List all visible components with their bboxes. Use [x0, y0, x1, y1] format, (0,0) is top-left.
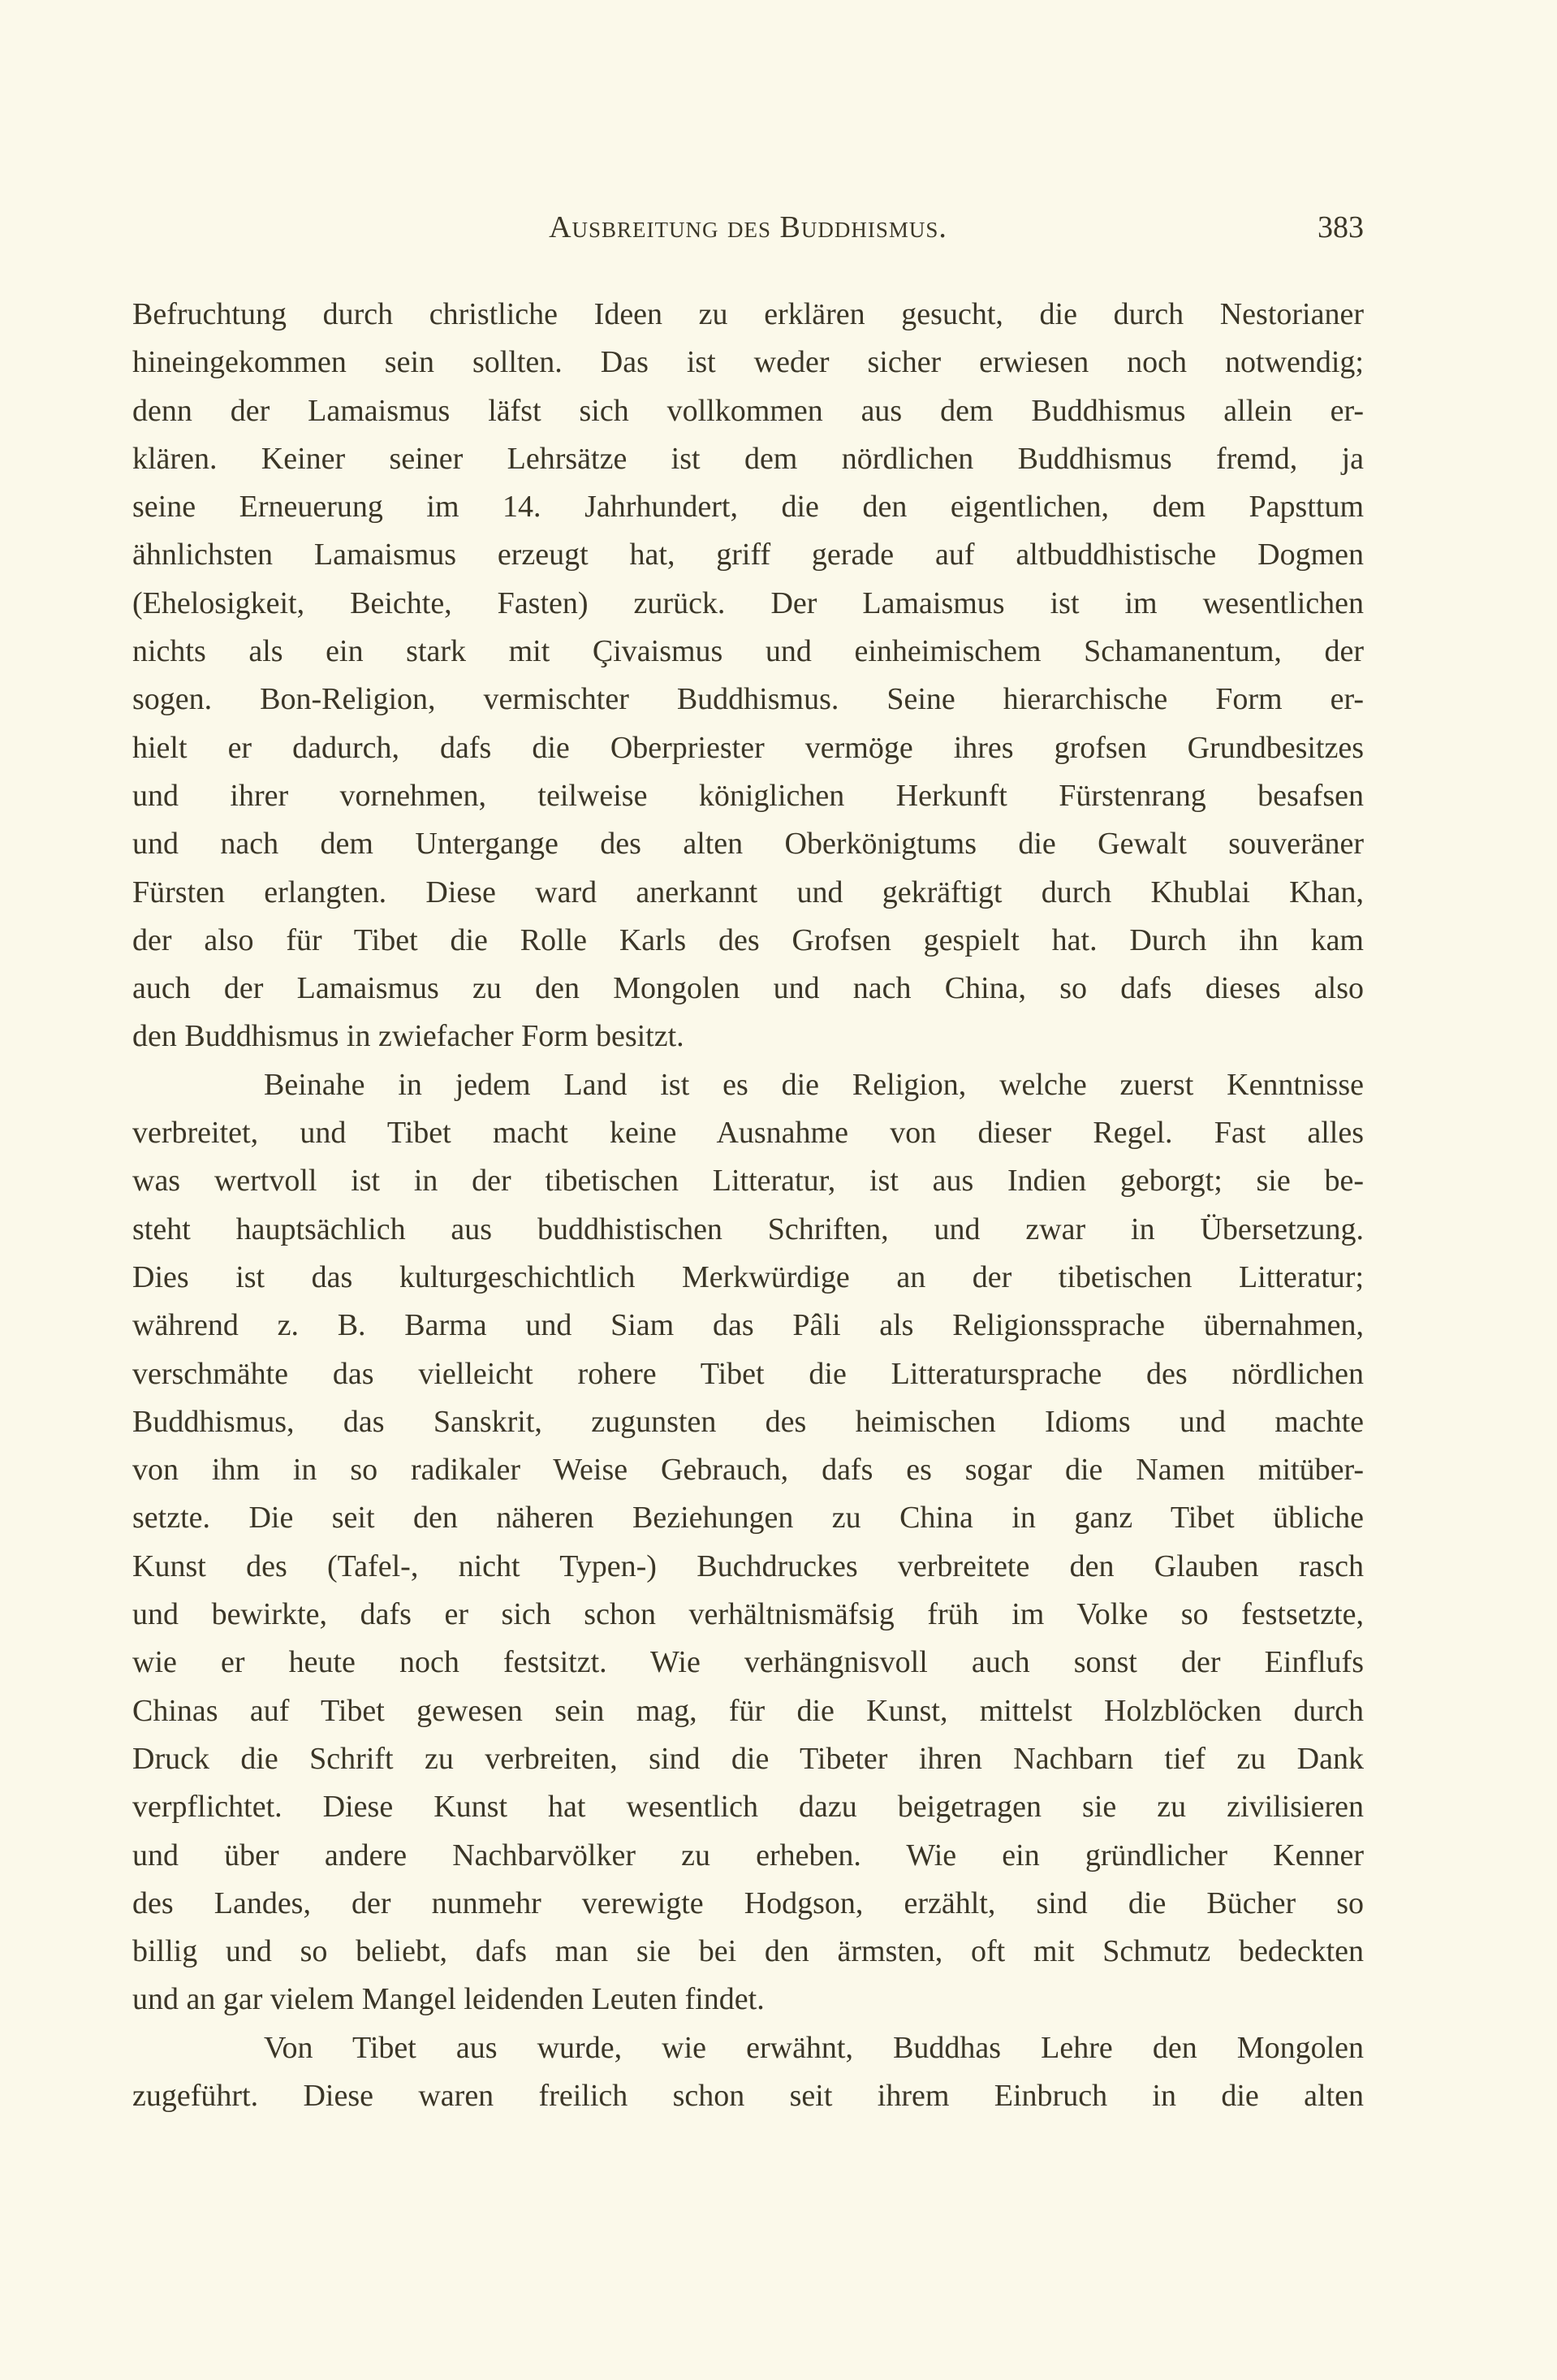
text-line: klären. Keiner seiner Lehrsätze ist dem nördlichen Buddhismus fremd, ja [132, 441, 1364, 476]
text-line: ähnlichsten Lamaismus erzeugt hat, griff gerade auf altbuddhistische Dogmen [132, 538, 1364, 572]
text-line: der also für Tibet die Rolle Karls des Grofsen gespielt hat. Durch ihn kam [132, 922, 1364, 957]
text-line: des Landes, der nunmehr verewigte Hodgson, erzählt, sind die Bücher so [132, 1885, 1364, 1920]
text-line: steht hauptsächlich aus buddhistischen Schriften, und zwar in Übersetzung. [132, 1212, 1364, 1246]
text-line: Chinas auf Tibet gewesen sein mag, für die Kunst, mittelst Holzblöcken durch [132, 1693, 1364, 1728]
text-line: Von Tibet aus wurde, wie erwähnt, Buddhas Lehre den Mongolen [264, 2030, 1364, 2065]
text-line: und ihrer vornehmen, teilweise königlichen Herkunft Fürstenrang besafsen [132, 778, 1364, 813]
text-line: denn der Lamaismus läfst sich vollkommen aus dem Buddhismus allein er- [132, 393, 1364, 428]
text-line: was wertvoll ist in der tibetischen Litteratur, ist aus Indien geborgt; sie be- [132, 1164, 1364, 1199]
text-line: verpflichtet. Diese Kunst hat wesentlich dazu beigetragen sie zu zivilisieren [132, 1790, 1364, 1825]
text-line: während z. B. Barma und Siam das Pâli als Religionssprache übernahmen, [132, 1308, 1364, 1343]
text-line: Fürsten erlangten. Diese ward anerkannt und gekräftigt durch Khublai Khan, [132, 875, 1364, 909]
text-line: Beinahe in jedem Land ist es die Religion, welche zuerst Kenntnisse [264, 1067, 1364, 1102]
text-line: den Buddhismus in zwiefacher Form besitzt. [132, 1019, 684, 1054]
text-line: und nach dem Untergange des alten Oberkönigtums die Gewalt souveräner [132, 827, 1364, 862]
text-line: auch der Lamaismus zu den Mongolen und nach China, so dafs dieses also [132, 971, 1364, 1006]
text-line: Druck die Schrift zu verbreiten, sind die Tibeter ihren Nachbarn tief zu Dank [132, 1741, 1364, 1776]
text-line: zugeführt. Diese waren freilich schon seit ihrem Einbruch in die alten [132, 2078, 1364, 2113]
text-line: und bewirkte, dafs er sich schon verhältnismäfsig früh im Volke so festsetzte, [132, 1597, 1364, 1632]
text-line: Dies ist das kulturgeschichtlich Merkwürdige an der tibetischen Litteratur; [132, 1259, 1364, 1294]
text-line: von ihm in so radikaler Weise Gebrauch, dafs es sogar die Namen mitüber- [132, 1453, 1364, 1488]
text-line: setzte. Die seit den näheren Beziehungen zu China in ganz Tibet übliche [132, 1501, 1364, 1536]
running-title: Ausbreitung des Buddhismus. [549, 210, 947, 244]
text-line: billig und so beliebt, dafs man sie bei den ärmsten, oft mit Schmutz bedeckten [132, 1934, 1364, 1969]
text-line: und über andere Nachbarvölker zu erheben. Wie ein gründlicher Kenner [132, 1838, 1364, 1872]
body-text [132, 291, 1364, 2120]
text-line: Buddhismus, das Sanskrit, zugunsten des heimischen Idioms und machte [132, 1404, 1364, 1439]
text-line: und an gar vielem Mangel leidenden Leuten findet. [132, 1982, 765, 2017]
page-number: 383 [1318, 210, 1364, 244]
text-line: Kunst des (Tafel-, nicht Typen-) Buchdruckes verbreitete den Glauben rasch [132, 1549, 1364, 1583]
text-line: sogen. Bon-Religion, vermischter Buddhismus. Seine hierarchische Form er- [132, 682, 1364, 717]
text-line: verschmähte das vielleicht rohere Tibet die Litteratursprache des nördlichen [132, 1356, 1364, 1391]
text-line: nichts als ein stark mit Çivaismus und einheimischem Schamanentum, der [132, 634, 1364, 669]
text-line: hielt er dadurch, dafs die Oberpriester vermöge ihres grofsen Grundbesitzes [132, 730, 1364, 765]
text-line: seine Erneuerung im 14. Jahrhundert, die den eigentlichen, dem Papsttum [132, 490, 1364, 525]
text-line: (Ehelosigkeit, Beichte, Fasten) zurück. Der Lamaismus ist im wesentlichen [132, 585, 1364, 620]
page-header [132, 209, 1364, 250]
text-line: wie er heute noch festsitzt. Wie verhängnisvoll auch sonst der Einflufs [132, 1645, 1364, 1680]
text-line: verbreitet, und Tibet macht keine Ausnahme von dieser Regel. Fast alles [132, 1116, 1364, 1151]
text-line: Befruchtung durch christliche Ideen zu erklären gesucht, die durch Nestorianer [132, 297, 1364, 331]
text-line: hineingekommen sein sollten. Das ist weder sicher erwiesen noch notwendig; [132, 345, 1364, 380]
